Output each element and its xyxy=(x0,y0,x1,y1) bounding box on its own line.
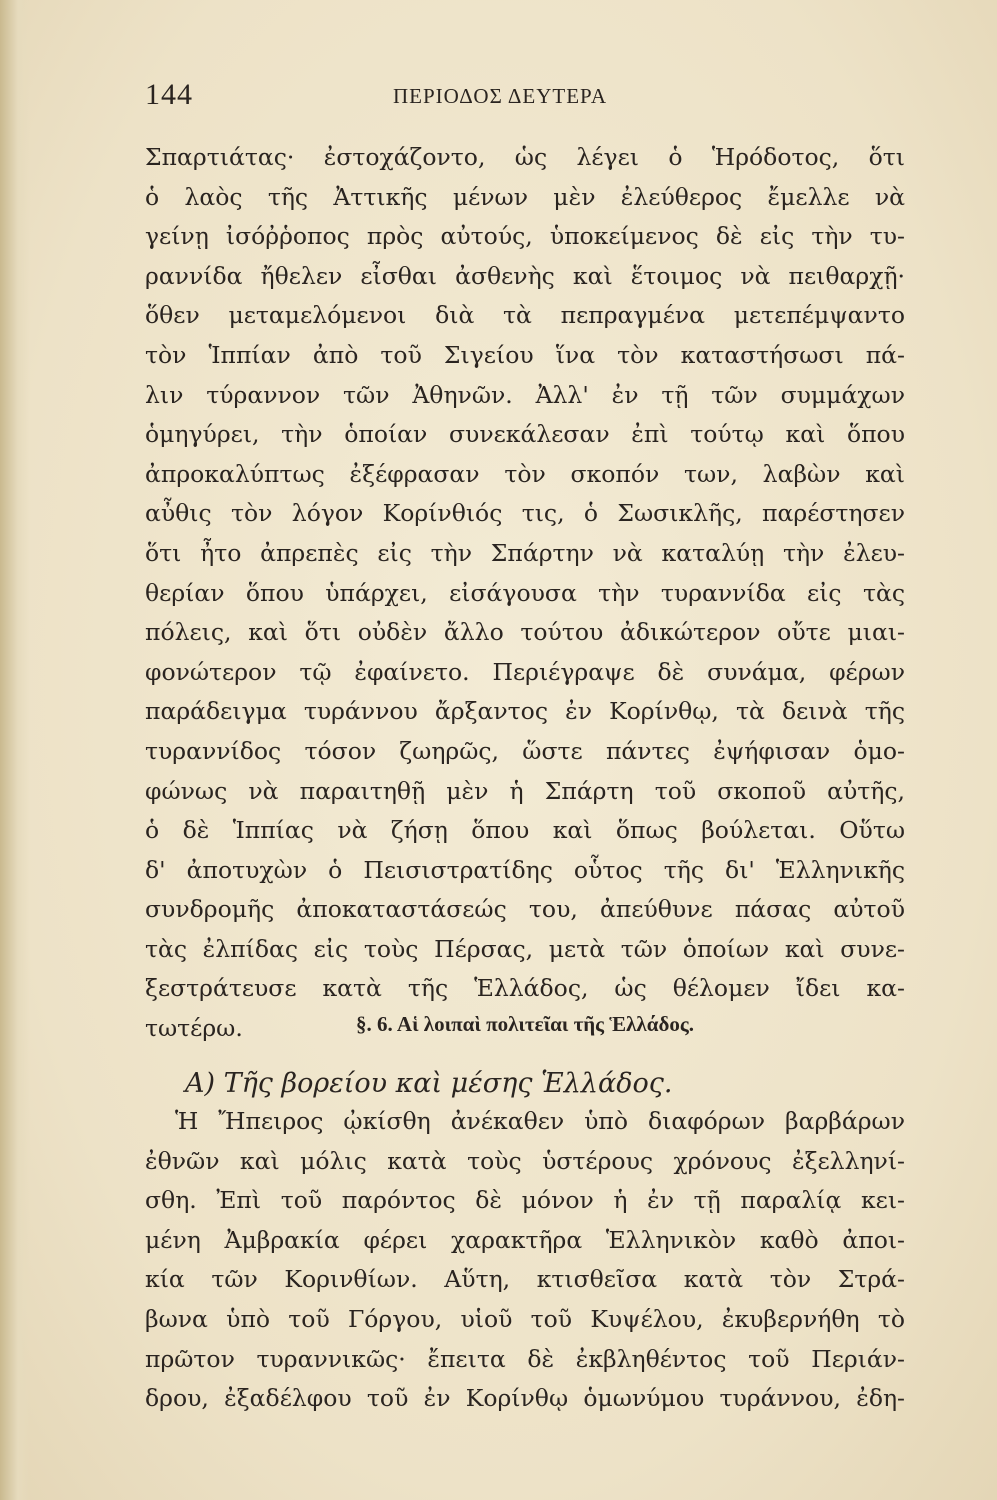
text-line: συνδρομῆς ἀποκαταστάσεώς του, ἀπεύθυνε πάσας αὐτοῦ xyxy=(145,895,905,924)
text-line: ὅτι ἦτο ἀπρεπὲς εἰς τὴν Σπάρτην νὰ καταλύῃ τὴν ἐλευ- xyxy=(145,538,905,567)
page-header xyxy=(145,78,855,118)
text-line: ἀπροκαλύπτως ἐξέφρασαν τὸν σκοπόν των, λαβὼν καὶ xyxy=(145,459,905,488)
text-line: ξεστράτευσε κατὰ τῆς Ἑλλάδος, ὡς θέλομεν ἴδει κα- xyxy=(145,974,905,1003)
text-line: μένη Ἀμβρακία φέρει χαρακτῆρα Ἑλληνικὸν καθὸ ἀποι- xyxy=(145,1225,905,1254)
text-line: ραννίδα ἤθελεν εἶσθαι ἀσθενὴς καὶ ἕτοιμος νὰ πειθαρχῇ· xyxy=(145,261,905,290)
text-line: φονώτερον τῷ ἐφαίνετο. Περιέγραψε δὲ συνάμα, φέρων xyxy=(145,657,905,686)
text-line: φώνως νὰ παραιτηθῇ μὲν ἡ Σπάρτη τοῦ σκοποῦ αὐτῆς, xyxy=(145,776,905,805)
page-number: 144 xyxy=(145,78,193,111)
page-gutter-shadow xyxy=(0,0,30,1500)
text-line: τωτέρω. xyxy=(145,1014,243,1043)
body-text-section xyxy=(145,1102,905,1419)
text-line: θερίαν ὅπου ὑπάρχει, εἰσάγουσα τὴν τυραννίδα εἰς τὰς xyxy=(145,578,905,607)
text-line: παράδειγμα τυράννου ἄρξαντος ἐν Κορίνθῳ, τὰ δεινὰ τῆς xyxy=(145,697,905,726)
text-line: πρῶτον τυραννικῶς· ἔπειτα δὲ ἐκβληθέντος τοῦ Περιάν- xyxy=(145,1344,905,1373)
text-line: πόλεις, καὶ ὅτι οὐδὲν ἄλλο τούτου ἀδικώτερον οὔτε μιαι- xyxy=(145,618,905,647)
text-line: δρου, ἐξαδέλφου τοῦ ἐν Κορίνθῳ ὁμωνύμου τυράννου, ἐδη- xyxy=(145,1384,905,1413)
text-line: γείνῃ ἰσόῤῥοπος πρὸς αὐτούς, ὑποκείμενος δὲ εἰς τὴν τυ- xyxy=(145,222,905,251)
section-heading: §. 6. Αἱ λοιπαὶ πολιτεῖαι τῆς Ἑλλάδος. xyxy=(356,1012,694,1036)
text-line: τυραννίδος τόσον ζωηρῶς, ὥστε πάντες ἐψήφισαν ὁμο- xyxy=(145,736,905,765)
text-line: κία τῶν Κορινθίων. Αὕτη, κτισθεῖσα κατὰ τὸν Στρά- xyxy=(145,1265,905,1294)
text-line: Ἡ Ἤπειρος ᾠκίσθη ἀνέκαθεν ὑπὸ διαφόρων βαρβάρων xyxy=(175,1107,905,1135)
text-line: ὁ λαὸς τῆς Ἀττικῆς μένων μὲν ἐλεύθερος ἔμελλε νὰ xyxy=(145,182,905,211)
text-line: τὸν Ἱππίαν ἀπὸ τοῦ Σιγείου ἵνα τὸν καταστήσωσι πά- xyxy=(145,340,905,369)
text-line: ὁμηγύρει, τὴν ὁποίαν συνεκάλεσαν ἐπὶ τούτῳ καὶ ὅπου xyxy=(145,420,905,449)
text-line: δ' ἀποτυχὼν ὁ Πεισιστρατίδης οὗτος τῆς δι' Ἑλληνικῆς xyxy=(145,855,905,884)
text-line: αὖθις τὸν λόγον Κορίνθιός τις, ὁ Σωσικλῆς, παρέστησεν xyxy=(145,499,905,528)
text-line: ὁ δὲ Ἱππίας νὰ ζήσῃ ὅπου καὶ ὅπως βούλεται. Οὕτω xyxy=(145,816,905,845)
text-line: λιν τύραννον τῶν Ἀθηνῶν. Ἀλλ' ἐν τῇ τῶν συμμάχων xyxy=(145,380,905,409)
text-line: βωνα ὑπὸ τοῦ Γόργου, υἱοῦ τοῦ Κυψέλου, ἐκυβερνήθη τὸ xyxy=(145,1304,905,1333)
text-line: ὅθεν μεταμελόμενοι διὰ τὰ πεπραγμένα μετεπέμψαντο xyxy=(145,301,905,330)
text-line: τὰς ἐλπίδας εἰς τοὺς Πέρσας, μετὰ τῶν ὁποίων καὶ συνε- xyxy=(145,934,905,963)
text-line: Σπαρτιάτας· ἐστοχάζοντο, ὡς λέγει ὁ Ἡρόδοτος, ὅτι xyxy=(145,143,905,171)
body-text xyxy=(145,138,905,1049)
running-head: ΠΕΡΙΟΔΟΣ ΔΕΥΤΕΡΑ xyxy=(392,84,607,108)
text-line: ἐθνῶν καὶ μόλις κατὰ τοὺς ὑστέρους χρόνους ἐξελληνί- xyxy=(145,1146,905,1175)
subsection-heading: Α) Τῆς βορείου καὶ μέσης Ἑλλάδος. xyxy=(185,1068,673,1099)
text-line: σθη. Ἐπὶ τοῦ παρόντος δὲ μόνον ἡ ἐν τῇ παραλίᾳ κει- xyxy=(145,1186,905,1215)
